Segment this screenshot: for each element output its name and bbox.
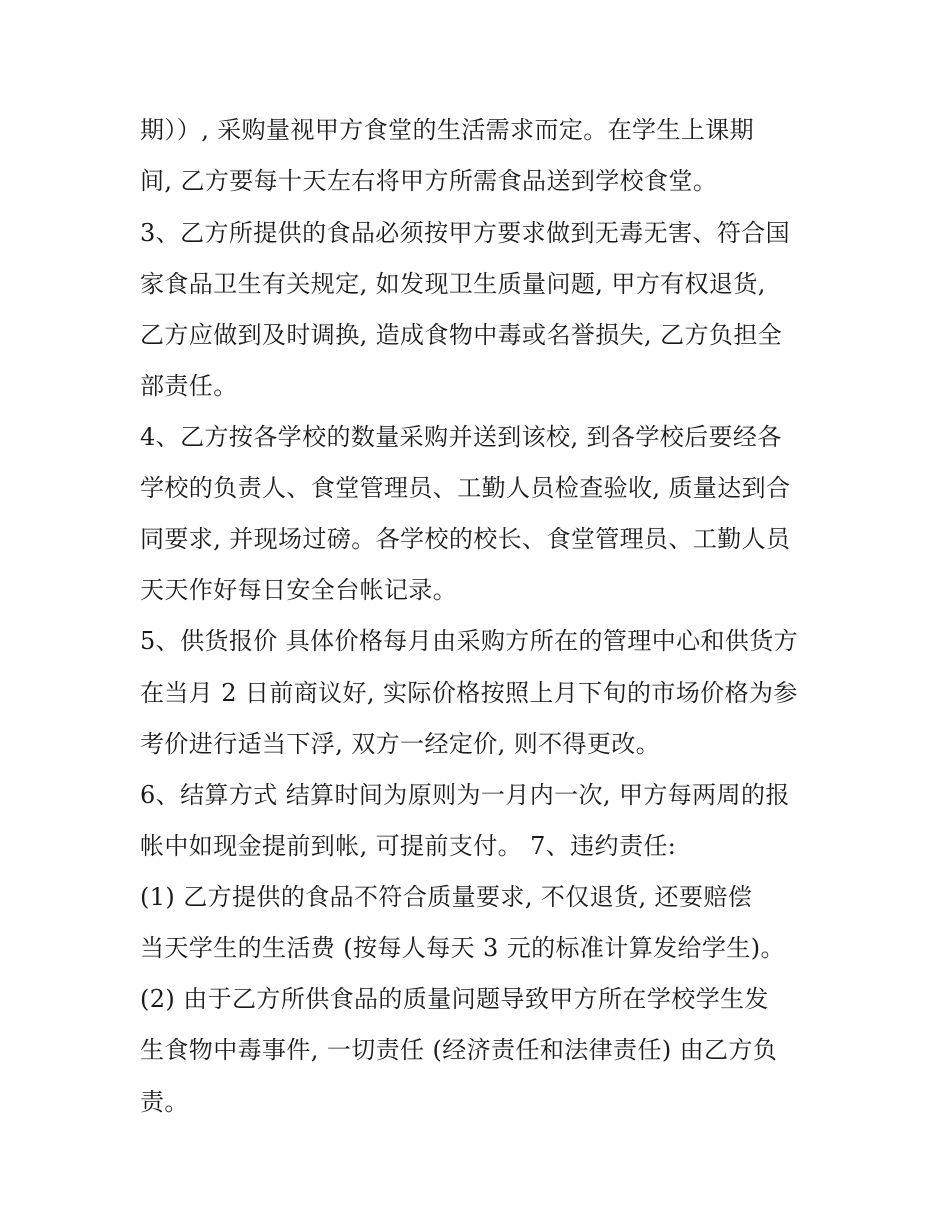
- text-line: 学校的负责人、食堂管理员、工勤人员检查验收, 质量达到合: [140, 474, 791, 502]
- text-line: 生食物中毒事件, 一切责任 (经济责任和法律责任) 由乙方负: [140, 1036, 778, 1064]
- text-line: 帐中如现金提前到帐, 可提前支付。 7、违约责任:: [140, 832, 677, 860]
- text-line: 间, 乙方要每十天左右将甲方所需食品送到学校食堂。: [140, 167, 718, 195]
- text-line: (1) 乙方提供的食品不符合质量要求, 不仅退货, 还要赔偿: [140, 883, 753, 911]
- text-line: 3、乙方所提供的食品必须按甲方要求做到无毒无害、符合国: [140, 219, 791, 247]
- text-line: 5、供货报价 具体价格每月由采购方所在的管理中心和供货方: [140, 627, 799, 655]
- text-line: (2) 由于乙方所供食品的质量问题导致甲方所在学校学生发: [140, 985, 769, 1013]
- text-line: 责。: [140, 1088, 189, 1116]
- text-line: 在当月 2 日前商议好, 实际价格按照上月下旬的市场价格为参: [140, 679, 798, 707]
- text-line: 考价进行适当下浮, 双方一经定价, 则不得更改。: [140, 730, 661, 758]
- text-line: 家食品卫生有关规定, 如发现卫生质量问题, 甲方有权退货,: [140, 270, 766, 298]
- text-line: 当天学生的生活费 (按每人每天 3 元的标准计算发给学生)。: [140, 934, 785, 962]
- text-line: 同要求, 并现场过磅。各学校的校长、食堂管理员、工勤人员: [140, 525, 791, 553]
- text-line: 天天作好每日安全台帐记录。: [140, 576, 458, 604]
- text-line: 部责任。: [140, 372, 238, 400]
- text-line: 4、乙方按各学校的数量采购并送到该校, 到各学校后要经各: [140, 423, 782, 451]
- text-line: 6、结算方式 结算时间为原则为一月内一次, 甲方每两周的报: [140, 781, 790, 809]
- text-line: 乙方应做到及时调换, 造成食物中毒或名誉损失, 乙方负担全: [140, 321, 783, 349]
- text-line: 期））, 采购量视甲方食堂的生活需求而定。在学生上课期: [140, 116, 755, 144]
